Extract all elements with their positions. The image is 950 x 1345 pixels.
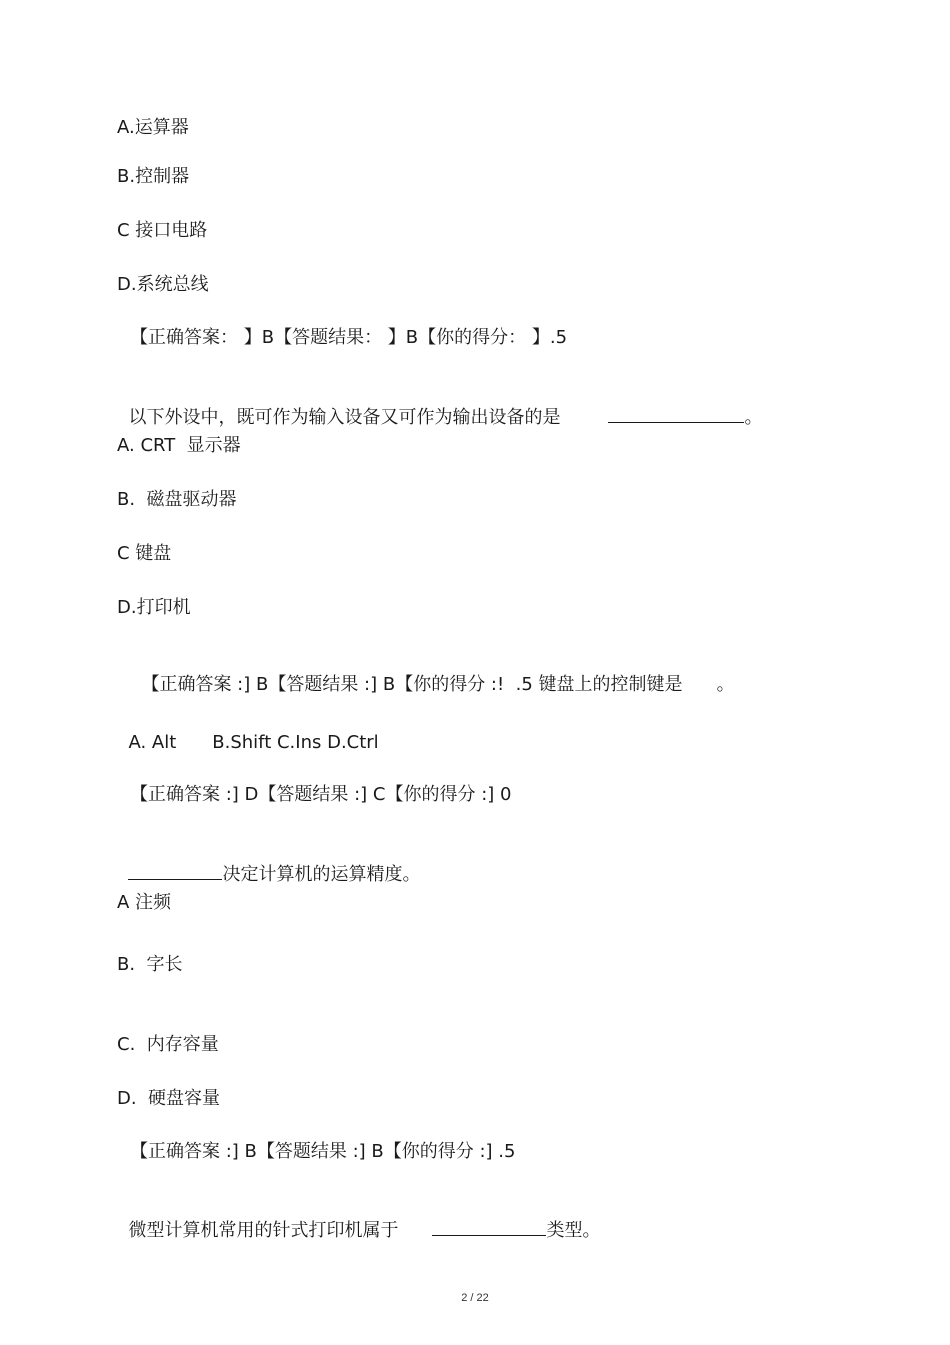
page-number: 2 / 22: [461, 1292, 489, 1304]
answer-line: 【正确答案 :] B【答题结果 :] B【你的得分 :] .5: [130, 1141, 516, 1162]
option-a: A. Alt: [128, 732, 177, 753]
option-c: C 键盘: [117, 543, 172, 564]
options-row: [117, 707, 379, 755]
option-a: A. CRT 显示器: [117, 435, 241, 456]
question-stem: 微型计算机常用的针式打印机属于: [128, 1220, 399, 1241]
question-text: [117, 380, 762, 430]
answer-blank: [608, 404, 744, 423]
question-text: [117, 837, 420, 887]
option-d: D.打印机: [117, 597, 191, 618]
answer-line: [130, 649, 735, 697]
answer-line: 【正确答案： 】B【答题结果： 】B【你的得分： 】.5: [130, 327, 568, 348]
option-a: A.运算器: [117, 117, 189, 138]
answer-with-question: 【正确答案 :] B【答题结果 :] B【你的得分 :! .5 键盘上的控制键是: [141, 674, 683, 695]
options-b-c-d: B.Shift C.Ins D.Ctrl: [212, 732, 379, 753]
option-d: D. 硬盘容量: [117, 1088, 221, 1109]
option-b: B. 磁盘驱动器: [117, 489, 237, 510]
question-end: 类型。: [546, 1220, 601, 1241]
option-b: B. 字长: [117, 954, 183, 975]
option-c: C. 内存容量: [117, 1034, 219, 1055]
answer-line: 【正确答案 :] D【答题结果 :] C【你的得分 :] 0: [130, 784, 512, 805]
question-stem: 以下外设中，既可作为输入设备又可作为输出设备的是: [128, 407, 561, 428]
option-d: D.系统总线: [117, 274, 209, 295]
answer-blank: [128, 861, 222, 880]
option-a: A 注频: [117, 892, 172, 913]
question-end: 。: [744, 407, 763, 428]
question-end: 。: [716, 674, 735, 695]
question-stem: 决定计算机的运算精度。: [222, 864, 421, 885]
answer-blank: [432, 1217, 546, 1236]
question-text: [117, 1193, 600, 1243]
option-b: B.控制器: [117, 166, 190, 187]
option-c: C 接口电路: [117, 220, 208, 241]
